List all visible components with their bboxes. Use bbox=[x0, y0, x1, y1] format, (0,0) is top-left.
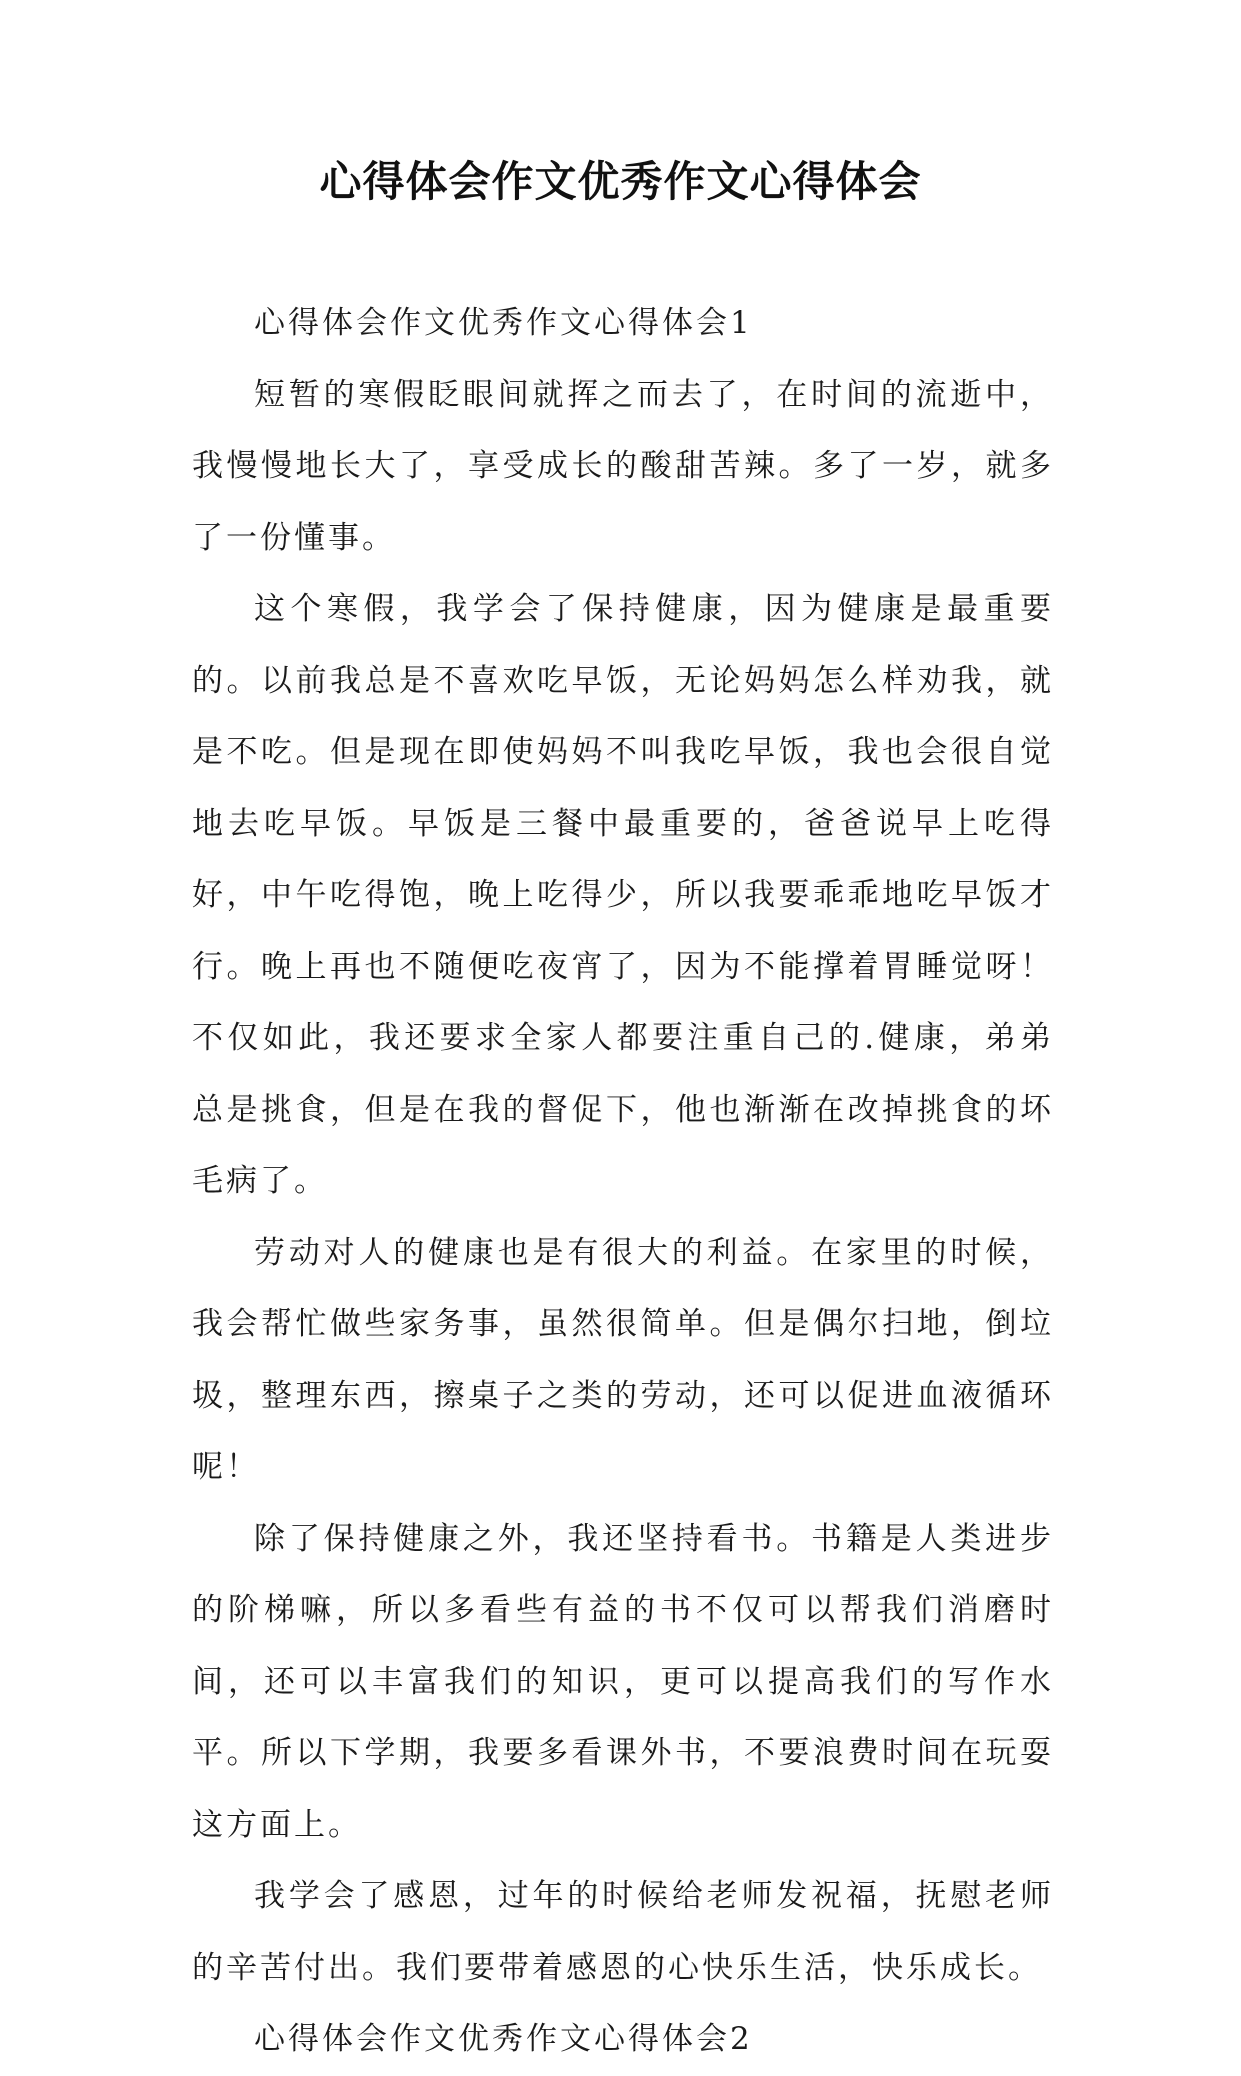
document-title: 心得体会作文优秀作文心得体会 bbox=[319, 157, 922, 206]
section-heading-1: 心得体会作文优秀作文心得体会1 bbox=[254, 305, 753, 341]
section-heading-2: 心得体会作文优秀作文心得体会2 bbox=[254, 2021, 753, 2057]
paragraph: 这个寒假，我学会了保持健康，因为健康是最重要的。以前我总是不喜欢吃早饭，无论妈妈怎么样劝我，就是不吃。但是现在即使妈妈不叫我吃早饭，我也会很自觉地去吃早饭。早饭是三餐中最重要的，爸爸说早上吃得好，中午吃得饱，晚上吃得少，所以我要乖乖地吃早饭才行。晚上再也不随便吃夜宵了，因为不能撑着胃睡觉呀！不仅如此，我还要求全家人都要注重自己的.健康，弟弟总是挑食，但是在我的督促下，他也渐渐在改掉挑食的坏毛病了。 bbox=[192, 591, 1054, 1199]
paragraph: 除了保持健康之外，我还坚持看书。书籍是人类进步的阶梯嘛，所以多看些有益的书不仅可以帮我们消磨时间，还可以丰富我们的知识，更可以提高我们的写作水平。所以下学期，我要多看课外书，不要浪费时间在玩耍这方面上。 bbox=[192, 1520, 1054, 1843]
paragraph: 劳动对人的健康也是有很大的利益。在家里的时候，我会帮忙做些家务事，虽然很简单。但是偶尔扫地，倒垃圾，整理东西，擦桌子之类的劳动，还可以促进血液循环呢！ bbox=[192, 1234, 1054, 1485]
paragraph: 短暂的寒假眨眼间就挥之而去了，在时间的流逝中，我慢慢地长大了，享受成长的酸甜苦辣。多了一岁，就多了一份懂事。 bbox=[192, 376, 1054, 556]
paragraph: 我学会了感恩，过年的时候给老师发祝福，抚慰老师的辛苦付出。我们要带着感恩的心快乐生活，快乐成长。 bbox=[192, 1878, 1054, 1986]
document-body bbox=[192, 288, 1054, 2076]
